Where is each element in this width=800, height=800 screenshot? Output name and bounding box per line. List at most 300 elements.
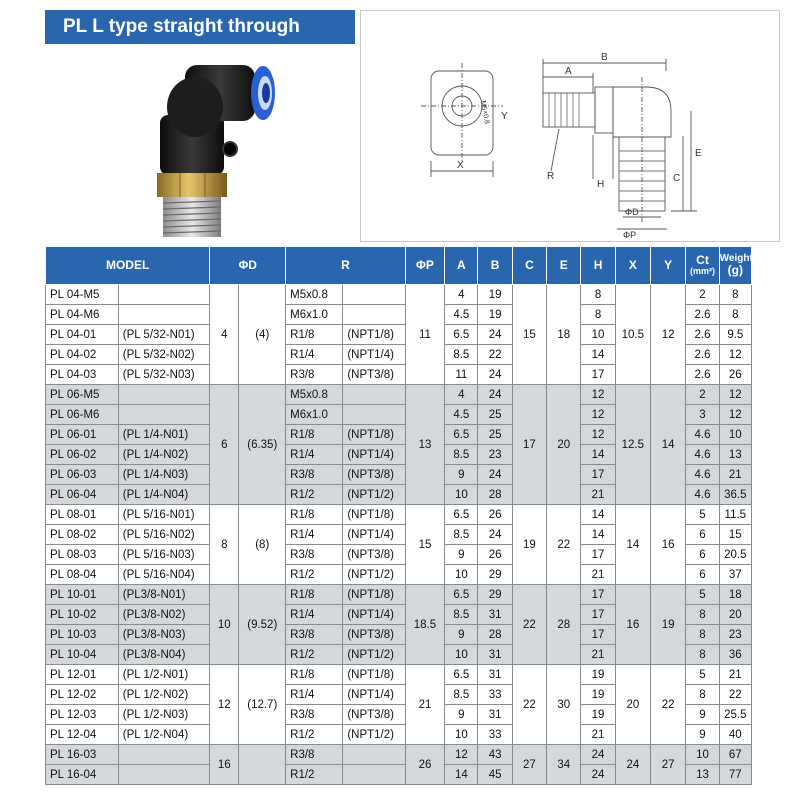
cell-h: 17 bbox=[581, 625, 615, 645]
cell-npt: (NPT1/8) bbox=[343, 665, 405, 685]
cell-p: 11 bbox=[405, 285, 445, 385]
l-fitting-illustration bbox=[45, 45, 355, 242]
cell-weight: 8 bbox=[719, 285, 751, 305]
cell-h: 21 bbox=[581, 485, 615, 505]
cell-model: PL 04-03 bbox=[46, 365, 119, 385]
cell-weight: 10 bbox=[719, 425, 751, 445]
cell-r: R1/2 bbox=[286, 485, 343, 505]
cell-npt: (NPT3/8) bbox=[343, 465, 405, 485]
cell-ct: 4.6 bbox=[686, 425, 719, 445]
cell-b: 31 bbox=[478, 605, 512, 625]
cell-ct: 8 bbox=[686, 685, 719, 705]
label-thread: M5×0.8 bbox=[479, 100, 491, 125]
cell-b: 24 bbox=[478, 325, 512, 345]
table-body bbox=[46, 285, 752, 785]
cell-h: 8 bbox=[581, 285, 615, 305]
table-row bbox=[46, 665, 752, 685]
cell-h: 10 bbox=[581, 325, 615, 345]
cell-r: R1/8 bbox=[286, 665, 343, 685]
cell-b: 31 bbox=[478, 705, 512, 725]
cell-y: 16 bbox=[651, 505, 686, 585]
cell-h: 12 bbox=[581, 385, 615, 405]
cell-ct: 8 bbox=[686, 625, 719, 645]
cell-ct: 6 bbox=[686, 525, 719, 545]
cell-model-inch: (PL 5/32-N03) bbox=[118, 365, 209, 385]
cell-weight: 18 bbox=[719, 585, 751, 605]
cell-ct: 2.6 bbox=[686, 365, 719, 385]
cell-d-inch: (6.35) bbox=[239, 385, 286, 505]
cell-r: R1/2 bbox=[286, 725, 343, 745]
specification-table bbox=[45, 246, 752, 785]
cell-h: 24 bbox=[581, 745, 615, 765]
cell-r: R3/8 bbox=[286, 705, 343, 725]
cell-a: 6.5 bbox=[445, 585, 478, 605]
cell-a: 4 bbox=[445, 285, 478, 305]
cell-a: 4.5 bbox=[445, 405, 478, 425]
cell-model-inch: (PL 1/4-N02) bbox=[118, 445, 209, 465]
cell-e: 34 bbox=[547, 745, 581, 785]
cell-y: 14 bbox=[651, 385, 686, 505]
cell-ct: 4.6 bbox=[686, 485, 719, 505]
cell-weight: 23 bbox=[719, 625, 751, 645]
cell-h: 17 bbox=[581, 605, 615, 625]
cell-b: 26 bbox=[478, 545, 512, 565]
cell-y: 22 bbox=[651, 665, 686, 745]
cell-model: PL 06-04 bbox=[46, 485, 119, 505]
cell-r: R1/4 bbox=[286, 445, 343, 465]
label-e: E bbox=[695, 148, 702, 159]
cell-npt: (NPT1/8) bbox=[343, 585, 405, 605]
cell-weight: 67 bbox=[719, 745, 751, 765]
cell-y: 12 bbox=[651, 285, 686, 385]
cell-p: 21 bbox=[405, 665, 445, 745]
page-title bbox=[45, 10, 355, 44]
cell-h: 14 bbox=[581, 345, 615, 365]
cell-h: 12 bbox=[581, 405, 615, 425]
cell-model: PL 10-01 bbox=[46, 585, 119, 605]
cell-npt: (NPT1/4) bbox=[343, 605, 405, 625]
cell-model: PL 12-03 bbox=[46, 705, 119, 725]
cell-weight: 8 bbox=[719, 305, 751, 325]
cell-npt: (NPT1/4) bbox=[343, 345, 405, 365]
dimension-drawing bbox=[361, 11, 781, 243]
cell-a: 4.5 bbox=[445, 305, 478, 325]
cell-b: 31 bbox=[478, 645, 512, 665]
cell-weight: 40 bbox=[719, 725, 751, 745]
cell-model-inch: (PL 5/16-N03) bbox=[118, 545, 209, 565]
cell-weight: 11.5 bbox=[719, 505, 751, 525]
cell-a: 6.5 bbox=[445, 425, 478, 445]
col-model: MODEL bbox=[46, 247, 210, 285]
cell-model: PL 16-03 bbox=[46, 745, 119, 765]
cell-ct: 5 bbox=[686, 585, 719, 605]
cell-npt: (NPT1/4) bbox=[343, 445, 405, 465]
cell-c: 27 bbox=[512, 745, 546, 785]
product-photo bbox=[45, 45, 355, 242]
cell-b: 25 bbox=[478, 405, 512, 425]
label-d: ΦD bbox=[625, 207, 639, 217]
cell-a: 6.5 bbox=[445, 665, 478, 685]
cell-a: 9 bbox=[445, 545, 478, 565]
cell-weight: 36.5 bbox=[719, 485, 751, 505]
brass-hex bbox=[157, 173, 227, 197]
cell-model-inch: (PL 5/32-N02) bbox=[118, 345, 209, 365]
cell-npt: (NPT1/8) bbox=[343, 425, 405, 445]
cell-r: R3/8 bbox=[286, 625, 343, 645]
cell-r: R1/2 bbox=[286, 565, 343, 585]
cell-weight: 21 bbox=[719, 665, 751, 685]
cell-model-inch: (PL 1/4-N03) bbox=[118, 465, 209, 485]
cell-b: 19 bbox=[478, 285, 512, 305]
col-p: ΦP bbox=[405, 247, 445, 285]
col-y: Y bbox=[651, 247, 686, 285]
cell-a: 8.5 bbox=[445, 685, 478, 705]
cell-r: R1/4 bbox=[286, 685, 343, 705]
cell-r: M5x0.8 bbox=[286, 285, 343, 305]
cell-x: 20 bbox=[615, 665, 650, 745]
col-a: A bbox=[445, 247, 478, 285]
cell-model: PL 08-02 bbox=[46, 525, 119, 545]
cell-b: 28 bbox=[478, 625, 512, 645]
cell-r: R1/4 bbox=[286, 605, 343, 625]
cell-h: 14 bbox=[581, 525, 615, 545]
label-b: B bbox=[601, 52, 608, 63]
cell-npt: (NPT1/4) bbox=[343, 525, 405, 545]
cell-ct: 3 bbox=[686, 405, 719, 425]
cell-npt bbox=[343, 385, 405, 405]
cell-npt: (NPT3/8) bbox=[343, 705, 405, 725]
cell-model: PL 10-03 bbox=[46, 625, 119, 645]
cell-b: 33 bbox=[478, 725, 512, 745]
cell-weight: 21 bbox=[719, 465, 751, 485]
cell-model: PL 10-04 bbox=[46, 645, 119, 665]
elevation-view bbox=[543, 52, 702, 240]
cell-model: PL 12-01 bbox=[46, 665, 119, 685]
cell-weight: 20.5 bbox=[719, 545, 751, 565]
cell-x: 12.5 bbox=[615, 385, 650, 505]
cell-model-inch: (PL3/8-N01) bbox=[118, 585, 209, 605]
cell-b: 26 bbox=[478, 505, 512, 525]
cell-model-inch: (PL 5/32-N01) bbox=[118, 325, 209, 345]
cell-model-inch: (PL 1/4-N04) bbox=[118, 485, 209, 505]
cell-npt: (NPT3/8) bbox=[343, 545, 405, 565]
cell-a: 9 bbox=[445, 705, 478, 725]
label-c: C bbox=[673, 173, 681, 184]
cell-npt: (NPT3/8) bbox=[343, 625, 405, 645]
cell-npt: (NPT1/4) bbox=[343, 685, 405, 705]
cell-r: M6x1.0 bbox=[286, 405, 343, 425]
cell-r: R1/2 bbox=[286, 645, 343, 665]
cell-npt: (NPT1/8) bbox=[343, 325, 405, 345]
cell-model-inch: (PL 1/2-N02) bbox=[118, 685, 209, 705]
cell-b: 33 bbox=[478, 685, 512, 705]
cell-r: R1/4 bbox=[286, 525, 343, 545]
cell-ct: 5 bbox=[686, 505, 719, 525]
cell-ct: 2.6 bbox=[686, 305, 719, 325]
cell-model-inch bbox=[118, 305, 209, 325]
cell-ct: 6 bbox=[686, 545, 719, 565]
cell-d: 8 bbox=[210, 505, 239, 585]
cell-npt: (NPT1/2) bbox=[343, 645, 405, 665]
cell-r: M5x0.8 bbox=[286, 385, 343, 405]
col-ct-unit: (mm²) bbox=[689, 266, 715, 277]
cell-model: PL 06-03 bbox=[46, 465, 119, 485]
cell-e: 20 bbox=[547, 385, 581, 505]
technical-drawing bbox=[360, 10, 780, 242]
cell-h: 21 bbox=[581, 645, 615, 665]
cell-model: PL 08-01 bbox=[46, 505, 119, 525]
col-r: R bbox=[286, 247, 406, 285]
cell-model: PL 06-M5 bbox=[46, 385, 119, 405]
cell-npt bbox=[343, 405, 405, 425]
cell-p: 26 bbox=[405, 745, 445, 785]
cell-h: 14 bbox=[581, 505, 615, 525]
cell-npt bbox=[343, 765, 405, 785]
cell-model: PL 12-04 bbox=[46, 725, 119, 745]
cell-a: 6.5 bbox=[445, 325, 478, 345]
cell-h: 17 bbox=[581, 365, 615, 385]
cell-d-inch: (12.7) bbox=[239, 665, 286, 745]
cell-r: R1/8 bbox=[286, 505, 343, 525]
cell-d: 4 bbox=[210, 285, 239, 385]
cell-model: PL 04-M5 bbox=[46, 285, 119, 305]
cell-b: 23 bbox=[478, 445, 512, 465]
cell-h: 24 bbox=[581, 765, 615, 785]
cell-ct: 13 bbox=[686, 765, 719, 785]
cell-weight: 37 bbox=[719, 565, 751, 585]
cell-r: R3/8 bbox=[286, 365, 343, 385]
plan-view bbox=[421, 63, 508, 177]
cell-ct: 2.6 bbox=[686, 325, 719, 345]
cell-h: 19 bbox=[581, 685, 615, 705]
cell-y: 27 bbox=[651, 745, 686, 785]
cell-npt: (NPT1/2) bbox=[343, 565, 405, 585]
col-weight-unit: (g) bbox=[727, 263, 743, 278]
cell-model-inch: (PL3/8-N03) bbox=[118, 625, 209, 645]
cell-e: 22 bbox=[547, 505, 581, 585]
cell-b: 45 bbox=[478, 765, 512, 785]
cell-e: 18 bbox=[547, 285, 581, 385]
cell-b: 28 bbox=[478, 485, 512, 505]
label-h: H bbox=[597, 179, 605, 190]
col-weight bbox=[719, 247, 751, 285]
cell-b: 31 bbox=[478, 665, 512, 685]
cell-r: R1/8 bbox=[286, 585, 343, 605]
col-c: C bbox=[512, 247, 546, 285]
cell-ct: 8 bbox=[686, 645, 719, 665]
cell-model-inch bbox=[118, 285, 209, 305]
cell-weight: 20 bbox=[719, 605, 751, 625]
cell-model: PL 10-02 bbox=[46, 605, 119, 625]
cell-b: 29 bbox=[478, 585, 512, 605]
cell-p: 13 bbox=[405, 385, 445, 505]
cell-model: PL 04-02 bbox=[46, 345, 119, 365]
cell-h: 21 bbox=[581, 565, 615, 585]
cell-model-inch: (PL 1/2-N04) bbox=[118, 725, 209, 745]
col-weight-label: Weight bbox=[719, 253, 753, 265]
title-text: PL L type straight through bbox=[63, 16, 300, 37]
cell-h: 8 bbox=[581, 305, 615, 325]
label-y: Y bbox=[501, 111, 508, 122]
cell-b: 24 bbox=[478, 525, 512, 545]
cell-model-inch bbox=[118, 405, 209, 425]
cell-weight: 12 bbox=[719, 405, 751, 425]
cell-model: PL 08-04 bbox=[46, 565, 119, 585]
cell-p: 15 bbox=[405, 505, 445, 585]
cell-d-inch: (8) bbox=[239, 505, 286, 585]
cell-a: 10 bbox=[445, 645, 478, 665]
cell-weight: 9.5 bbox=[719, 325, 751, 345]
cell-weight: 22 bbox=[719, 685, 751, 705]
cell-model: PL 06-M6 bbox=[46, 405, 119, 425]
cell-npt bbox=[343, 305, 405, 325]
cell-r: R1/8 bbox=[286, 325, 343, 345]
cell-npt bbox=[343, 745, 405, 765]
cell-ct: 9 bbox=[686, 725, 719, 745]
cell-model-inch: (PL3/8-N04) bbox=[118, 645, 209, 665]
cell-b: 24 bbox=[478, 385, 512, 405]
table-row bbox=[46, 505, 752, 525]
cell-b: 22 bbox=[478, 345, 512, 365]
cell-weight: 25.5 bbox=[719, 705, 751, 725]
cell-ct: 8 bbox=[686, 605, 719, 625]
cell-c: 22 bbox=[512, 665, 546, 745]
cell-model-inch: (PL 1/2-N03) bbox=[118, 705, 209, 725]
cell-c: 17 bbox=[512, 385, 546, 505]
cell-ct: 2 bbox=[686, 285, 719, 305]
cell-r: R1/2 bbox=[286, 765, 343, 785]
cell-ct: 10 bbox=[686, 745, 719, 765]
cell-r: R3/8 bbox=[286, 465, 343, 485]
cell-model-inch: (PL3/8-N02) bbox=[118, 605, 209, 625]
cell-npt bbox=[343, 285, 405, 305]
cell-weight: 12 bbox=[719, 385, 751, 405]
cell-h: 19 bbox=[581, 705, 615, 725]
cell-x: 24 bbox=[615, 745, 650, 785]
cell-h: 14 bbox=[581, 445, 615, 465]
col-h: H bbox=[581, 247, 615, 285]
cell-c: 15 bbox=[512, 285, 546, 385]
cell-c: 22 bbox=[512, 585, 546, 665]
cell-b: 29 bbox=[478, 565, 512, 585]
cell-d-inch: (9.52) bbox=[239, 585, 286, 665]
cell-model: PL 16-04 bbox=[46, 765, 119, 785]
cell-c: 19 bbox=[512, 505, 546, 585]
cell-a: 4 bbox=[445, 385, 478, 405]
cell-r: R3/8 bbox=[286, 545, 343, 565]
cell-weight: 26 bbox=[719, 365, 751, 385]
label-r: R bbox=[547, 171, 555, 182]
table-row bbox=[46, 585, 752, 605]
cell-a: 9 bbox=[445, 465, 478, 485]
cell-model: PL 04-M6 bbox=[46, 305, 119, 325]
cell-h: 17 bbox=[581, 545, 615, 565]
cell-a: 10 bbox=[445, 725, 478, 745]
table-row bbox=[46, 385, 752, 405]
cell-d-inch: (4) bbox=[239, 285, 286, 385]
cell-p: 18.5 bbox=[405, 585, 445, 665]
cell-model-inch: (PL 1/2-N01) bbox=[118, 665, 209, 685]
cell-b: 24 bbox=[478, 365, 512, 385]
cell-weight: 15 bbox=[719, 525, 751, 545]
cell-weight: 36 bbox=[719, 645, 751, 665]
side-hole bbox=[223, 142, 237, 156]
cell-a: 8.5 bbox=[445, 605, 478, 625]
cell-a: 14 bbox=[445, 765, 478, 785]
cell-h: 12 bbox=[581, 425, 615, 445]
col-ct bbox=[686, 247, 719, 285]
table-row bbox=[46, 285, 752, 305]
cell-b: 43 bbox=[478, 745, 512, 765]
cell-a: 10 bbox=[445, 565, 478, 585]
cell-b: 19 bbox=[478, 305, 512, 325]
cell-ct: 2 bbox=[686, 385, 719, 405]
cell-model-inch: (PL 5/16-N01) bbox=[118, 505, 209, 525]
cell-model-inch bbox=[118, 765, 209, 785]
cell-b: 24 bbox=[478, 465, 512, 485]
col-x: X bbox=[615, 247, 650, 285]
cell-a: 10 bbox=[445, 485, 478, 505]
cell-ct: 4.6 bbox=[686, 465, 719, 485]
cell-model: PL 04-01 bbox=[46, 325, 119, 345]
cell-a: 8.5 bbox=[445, 525, 478, 545]
cell-ct: 2.6 bbox=[686, 345, 719, 365]
table-header-row bbox=[46, 247, 752, 285]
label-x: X bbox=[457, 160, 464, 171]
cell-e: 30 bbox=[547, 665, 581, 745]
cell-model: PL 08-03 bbox=[46, 545, 119, 565]
cell-r: R3/8 bbox=[286, 745, 343, 765]
cell-y: 19 bbox=[651, 585, 686, 665]
cell-a: 12 bbox=[445, 745, 478, 765]
cell-model: PL 12-02 bbox=[46, 685, 119, 705]
cell-b: 25 bbox=[478, 425, 512, 445]
cell-d: 6 bbox=[210, 385, 239, 505]
cell-weight: 12 bbox=[719, 345, 751, 365]
cell-weight: 77 bbox=[719, 765, 751, 785]
cell-x: 16 bbox=[615, 585, 650, 665]
cell-model-inch: (PL 1/4-N01) bbox=[118, 425, 209, 445]
cell-a: 8.5 bbox=[445, 445, 478, 465]
table-row bbox=[46, 745, 752, 765]
cell-model: PL 06-02 bbox=[46, 445, 119, 465]
cell-npt: (NPT1/8) bbox=[343, 505, 405, 525]
cell-npt: (NPT3/8) bbox=[343, 365, 405, 385]
cell-h: 21 bbox=[581, 725, 615, 745]
cell-model-inch bbox=[118, 745, 209, 765]
cell-model-inch: (PL 5/16-N04) bbox=[118, 565, 209, 585]
cell-r: R1/4 bbox=[286, 345, 343, 365]
cell-model-inch: (PL 5/16-N02) bbox=[118, 525, 209, 545]
cell-d: 10 bbox=[210, 585, 239, 665]
cell-a: 8.5 bbox=[445, 345, 478, 365]
cell-a: 11 bbox=[445, 365, 478, 385]
cell-npt: (NPT1/2) bbox=[343, 485, 405, 505]
col-d: ΦD bbox=[210, 247, 286, 285]
col-e: E bbox=[547, 247, 581, 285]
cell-e: 28 bbox=[547, 585, 581, 665]
cell-d: 16 bbox=[210, 745, 239, 785]
cell-a: 9 bbox=[445, 625, 478, 645]
cell-weight: 13 bbox=[719, 445, 751, 465]
cell-ct: 9 bbox=[686, 705, 719, 725]
cell-h: 17 bbox=[581, 465, 615, 485]
label-a: A bbox=[565, 66, 572, 77]
cell-d-inch bbox=[239, 745, 286, 785]
cell-npt: (NPT1/2) bbox=[343, 725, 405, 745]
cell-model: PL 06-01 bbox=[46, 425, 119, 445]
cell-model-inch bbox=[118, 385, 209, 405]
